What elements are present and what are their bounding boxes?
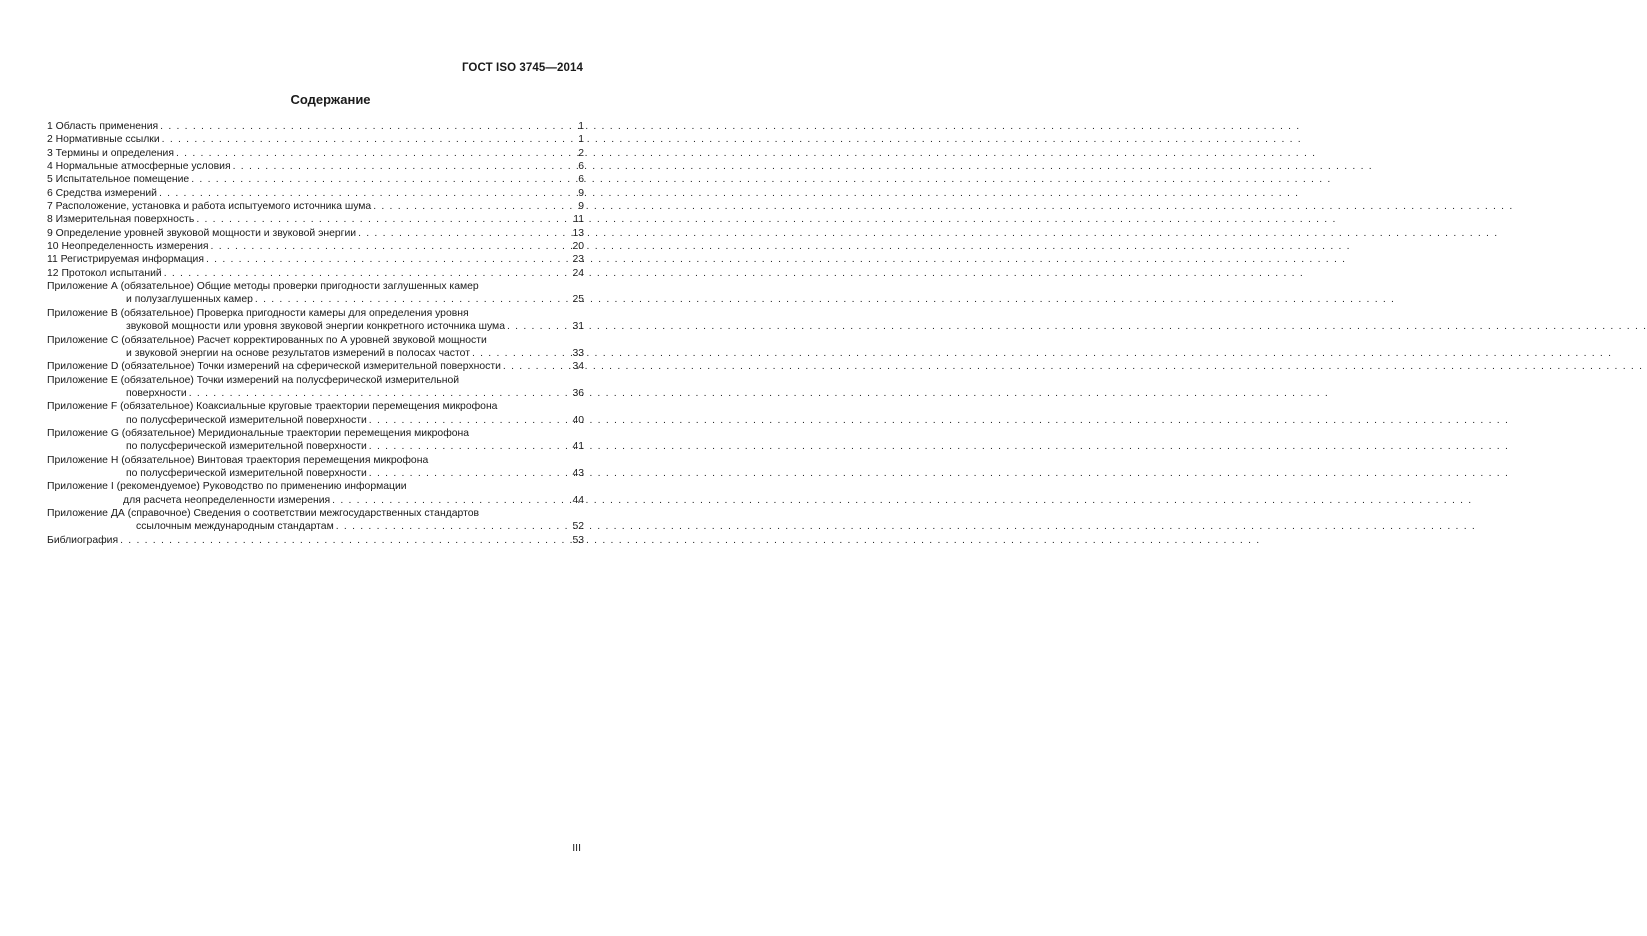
toc-entry[interactable] — [47, 267, 584, 280]
document-standard-code: ГОСТ ISO 3745—2014 — [461, 62, 583, 74]
toc-entry[interactable] — [47, 480, 584, 493]
toc-entry-page: 9 — [578, 201, 584, 213]
toc-entry-title: по полусферической измерительной поверхности — [126, 441, 367, 453]
toc-entry-title: по полусферической измерительной поверхности — [126, 414, 367, 426]
toc-entry[interactable] — [47, 213, 584, 226]
toc-leader-dots — [336, 520, 571, 533]
toc-entry-page: 52 — [572, 521, 584, 533]
toc-entry[interactable] — [47, 507, 584, 520]
toc-entry-page: 40 — [572, 414, 584, 426]
toc-leader-dots — [159, 187, 576, 200]
toc-entry-title: Приложение А (обязательное) Общие методы проверки пригодности заглушенных камер — [47, 281, 479, 293]
toc-entry-title: 4 Нормальные атмосферные условия — [47, 161, 231, 173]
toc-entry[interactable] — [47, 227, 584, 240]
toc-entry-page: 25 — [572, 294, 584, 306]
toc-entry-title: по полусферической измерительной поверхности — [126, 467, 367, 479]
toc-leader-dots — [164, 267, 571, 280]
toc-entry[interactable] — [47, 467, 584, 480]
toc-leader-dots — [176, 147, 576, 160]
toc-entry[interactable] — [47, 534, 584, 547]
toc-entry-title: и полузаглушенных камер — [126, 294, 253, 306]
toc-leader-dots — [160, 120, 576, 133]
toc-entry-title: 9 Определение уровней звуковой мощности и звуковой энергии — [47, 227, 357, 239]
toc-entry-page: 11 — [573, 214, 584, 226]
toc-leader-dots — [369, 467, 571, 480]
toc-entry-title: Приложение I (рекомендуемое) Руководство по применению информации — [47, 481, 407, 493]
toc-entry-title: 11 Регистрируемая информация — [47, 254, 204, 266]
toc-entry-title: 7 Расположение, установка и работа испытуемого источника шума — [47, 201, 372, 213]
toc-entry-page: 36 — [572, 387, 584, 399]
toc-entry-page: 31 — [572, 321, 584, 333]
toc-entry-page: 2 — [578, 147, 584, 159]
toc-leader-dots — [120, 534, 570, 547]
toc-entry[interactable] — [47, 240, 584, 253]
toc-entry-title: для расчета неопределенности измерения — [123, 494, 331, 506]
toc-leader-dots — [332, 494, 570, 507]
toc-entry-title: 5 Испытательное помещение — [47, 174, 190, 186]
toc-leader-dots — [369, 440, 571, 453]
toc-entry-page: 43 — [572, 467, 584, 479]
toc-entry[interactable] — [47, 387, 584, 400]
toc-entry[interactable] — [47, 133, 584, 146]
toc-entry[interactable] — [47, 120, 584, 133]
page-title: Содержание — [290, 92, 371, 107]
toc-leader-dots — [369, 414, 571, 427]
toc-entry-title: и звуковой энергии на основе результатов измерений в полосах частот — [126, 347, 470, 359]
toc-entry-title: 12 Протокол испытаний — [47, 267, 162, 279]
toc-entry[interactable] — [47, 280, 584, 293]
toc-leader-dots — [507, 320, 570, 333]
toc-leader-dots — [358, 227, 570, 240]
toc-leader-dots — [373, 200, 576, 213]
toc-entry[interactable] — [47, 347, 584, 360]
toc-entry-title: Приложение F (обязательное) Коаксиальные круговые траектории перемещения микрофона — [47, 401, 498, 413]
toc-entry-page: 6 — [578, 174, 584, 186]
toc-entry-title: 8 Измерительная поверхность — [47, 214, 195, 226]
toc-entry-title: Приложение В (обязательное) Проверка пригодности камеры для определения уровня — [47, 307, 469, 319]
toc-entry[interactable] — [47, 374, 584, 387]
toc-leader-dots — [162, 133, 577, 146]
toc-entry-page: 41 — [572, 441, 584, 453]
toc-entry-page: 44 — [572, 494, 584, 506]
toc-entry[interactable] — [47, 200, 584, 213]
toc-entry-title: ссылочным международным стандартам — [136, 521, 334, 533]
toc-entry-title: 2 Нормативные ссылки — [47, 134, 160, 146]
toc-entry-title: поверхности — [126, 387, 187, 399]
toc-entry-page: 20 — [572, 241, 584, 253]
toc-entry-title: Библиография — [47, 534, 119, 546]
toc-entry-page: 1 — [578, 121, 584, 132]
toc-leader-dots — [255, 293, 571, 306]
toc-entry[interactable] — [47, 400, 584, 413]
toc-leader-dots — [233, 160, 577, 173]
toc-entry-page: 1 — [578, 134, 584, 146]
toc-entry-page: 34 — [572, 361, 584, 373]
toc-entry-title: Приложение ДА (справочное) Сведения о соответствии межгосударственных стандартов — [47, 507, 480, 519]
toc-entry-page: 24 — [572, 267, 584, 279]
toc-entry-title: звуковой мощности или уровня звуковой энергии конкретного источника шума — [126, 321, 505, 333]
toc-entry[interactable] — [47, 173, 584, 186]
toc-entry[interactable] — [47, 320, 584, 333]
toc-entry[interactable] — [47, 293, 584, 306]
toc-entry-title: Приложение С (обязательное) Расчет корректированных по А уровней звуковой мощности — [47, 334, 487, 346]
toc-leader-dots — [211, 240, 571, 253]
toc-leader-dots — [191, 173, 576, 186]
toc-entry[interactable] — [47, 360, 584, 373]
toc-entry-title: Приложение G (обязательное) Меридиональные траектории перемещения микрофона — [47, 427, 470, 439]
toc-leader-dots — [472, 347, 570, 360]
toc-entry[interactable] — [47, 440, 584, 453]
toc-entry-page: 9 — [578, 187, 584, 199]
toc-entry-title: Приложение Н (обязательное) Винтовая траектория перемещения микрофона — [47, 454, 429, 466]
toc-entry-page: 53 — [572, 534, 584, 546]
toc-entry[interactable] — [47, 427, 584, 440]
toc-entry[interactable] — [47, 147, 584, 160]
toc-entry-page: 6 — [578, 161, 584, 173]
toc-entry-page: 23 — [572, 254, 584, 266]
toc-entry-page: 33 — [572, 347, 584, 359]
toc-entry[interactable] — [47, 307, 584, 320]
toc-entry[interactable] — [47, 454, 584, 467]
toc-leader-dots — [196, 213, 571, 226]
toc-entry[interactable] — [47, 334, 584, 347]
toc-leader-dots — [503, 360, 571, 373]
table-of-contents — [47, 120, 584, 547]
toc-entry[interactable] — [47, 187, 584, 200]
toc-entry-title: 10 Неопределенность измерения — [47, 241, 209, 253]
toc-leader-dots — [189, 387, 571, 400]
toc-entry[interactable] — [47, 414, 584, 427]
page-number: III — [572, 842, 581, 854]
toc-entry[interactable] — [47, 160, 584, 173]
toc-entry[interactable] — [47, 253, 584, 266]
toc-entry-page: 13 — [572, 227, 584, 239]
toc-entry-title: 3 Термины и определения — [47, 147, 174, 159]
toc-leader-dots — [206, 253, 570, 266]
toc-entry[interactable] — [47, 520, 584, 533]
toc-entry[interactable] — [47, 494, 584, 507]
toc-entry-title: 1 Область применения — [47, 121, 159, 132]
toc-entry-title: Приложение Е (обязательное) Точки измерений на полусферической измерительной — [47, 374, 460, 386]
toc-entry-title: Приложение D (обязательное) Точки измерений на сферической измерительной поверхности — [47, 361, 501, 373]
toc-entry-title: 6 Средства измерений — [47, 187, 157, 199]
